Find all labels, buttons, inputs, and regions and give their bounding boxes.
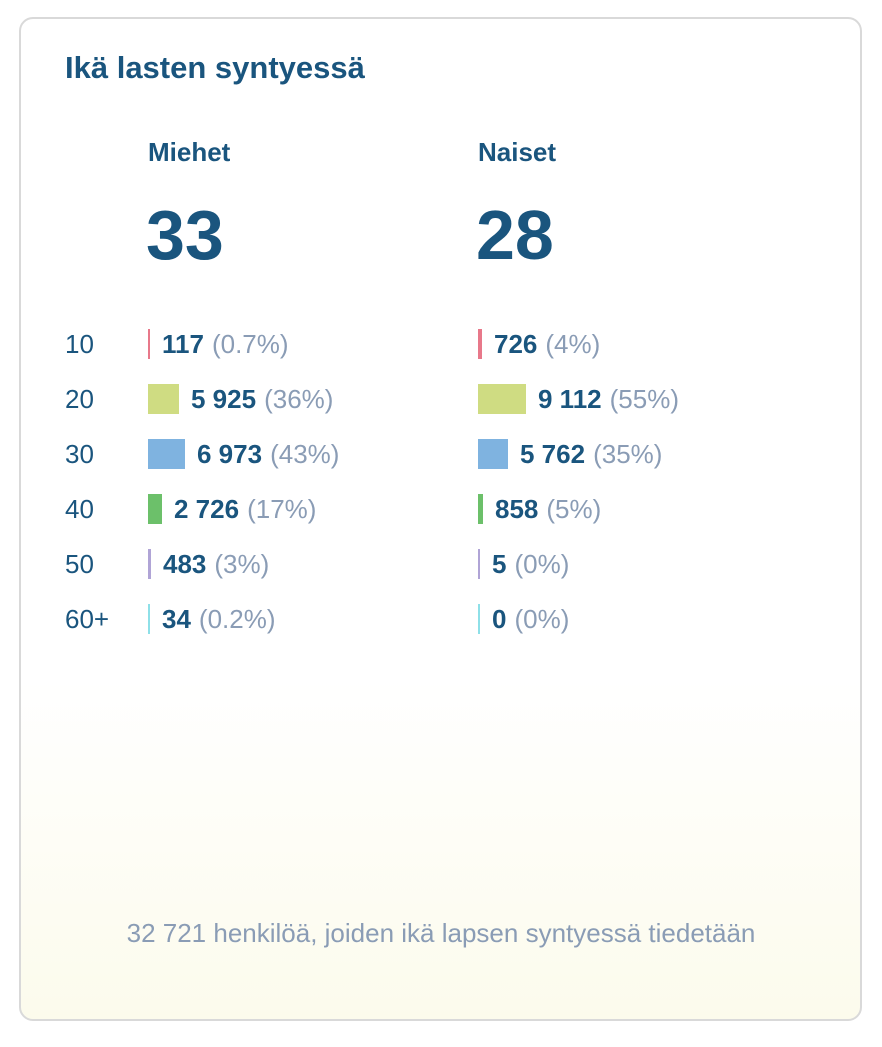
bar-percent: (43%) [270,438,340,469]
bar-row-women [478,549,569,579]
chart-card [19,17,862,1021]
age-label: 50 [65,549,94,579]
footer-note: 32 721 henkilöä, joiden ikä lapsen syntyessä tiedetään [126,918,756,948]
bar-count: 726 [494,328,538,359]
bar-percent: (0.2%) [198,603,276,634]
age-label: 20 [65,384,94,414]
bar-row-women [478,384,679,414]
age-label: 30 [65,439,94,469]
bar-row-men [148,604,276,634]
bar-count: 858 [495,493,539,524]
bar-percent: (17%) [247,493,317,524]
series-header-women: Naiset [478,137,557,167]
bar-men-40 [148,494,162,524]
bar-percent: (0%) [514,548,570,579]
bar-row-men [148,494,316,524]
bar-row-men [148,439,339,469]
bar-count: 5 [492,548,507,579]
bar-men-20 [148,384,179,414]
summary-age-women: 28 [476,196,554,274]
bar-percent: (35%) [593,438,663,469]
series-header-men: Miehet [148,137,231,167]
bar-row-women [478,329,600,359]
bar-women-20 [478,384,526,414]
bar-count: 6 973 [197,438,263,469]
bar-row-men [148,384,333,414]
age-label: 10 [65,329,94,359]
bar-row-men [148,329,289,359]
bar-men-50 [148,549,151,579]
age-label: 40 [65,494,94,524]
bar-percent: (4%) [545,328,601,359]
bar-count: 2 726 [174,493,240,524]
bar-count: 0 [492,603,507,634]
bar-count: 483 [163,548,207,579]
bar-row-women [478,604,569,634]
bar-count: 117 [162,328,204,359]
bar-women-50 [478,549,480,579]
bar-percent: (0.7%) [211,328,289,359]
bar-count: 5 925 [191,383,257,414]
bar-women-10 [478,329,482,359]
bar-percent: (36%) [264,383,334,414]
bar-count: 9 112 [538,383,602,414]
bar-row-women [478,494,601,524]
bar-men-30 [148,439,185,469]
bar-percent: (55%) [609,383,679,414]
bar-row-men [148,549,269,579]
bar-percent: (5%) [546,493,602,524]
bar-men-60plus [148,604,150,634]
bar-women-30 [478,439,508,469]
bar-percent: (0%) [514,603,570,634]
bar-count: 5 762 [520,438,586,469]
bar-percent: (3%) [214,548,270,579]
bar-men-10 [148,329,150,359]
bar-women-40 [478,494,483,524]
summary-age-men: 33 [146,196,224,274]
chart-title: Ikä lasten syntyessä [65,50,365,85]
bar-women-60plus [478,604,480,634]
bar-row-women [478,439,662,469]
bar-count: 34 [162,603,191,634]
age-label: 60+ [65,604,110,634]
